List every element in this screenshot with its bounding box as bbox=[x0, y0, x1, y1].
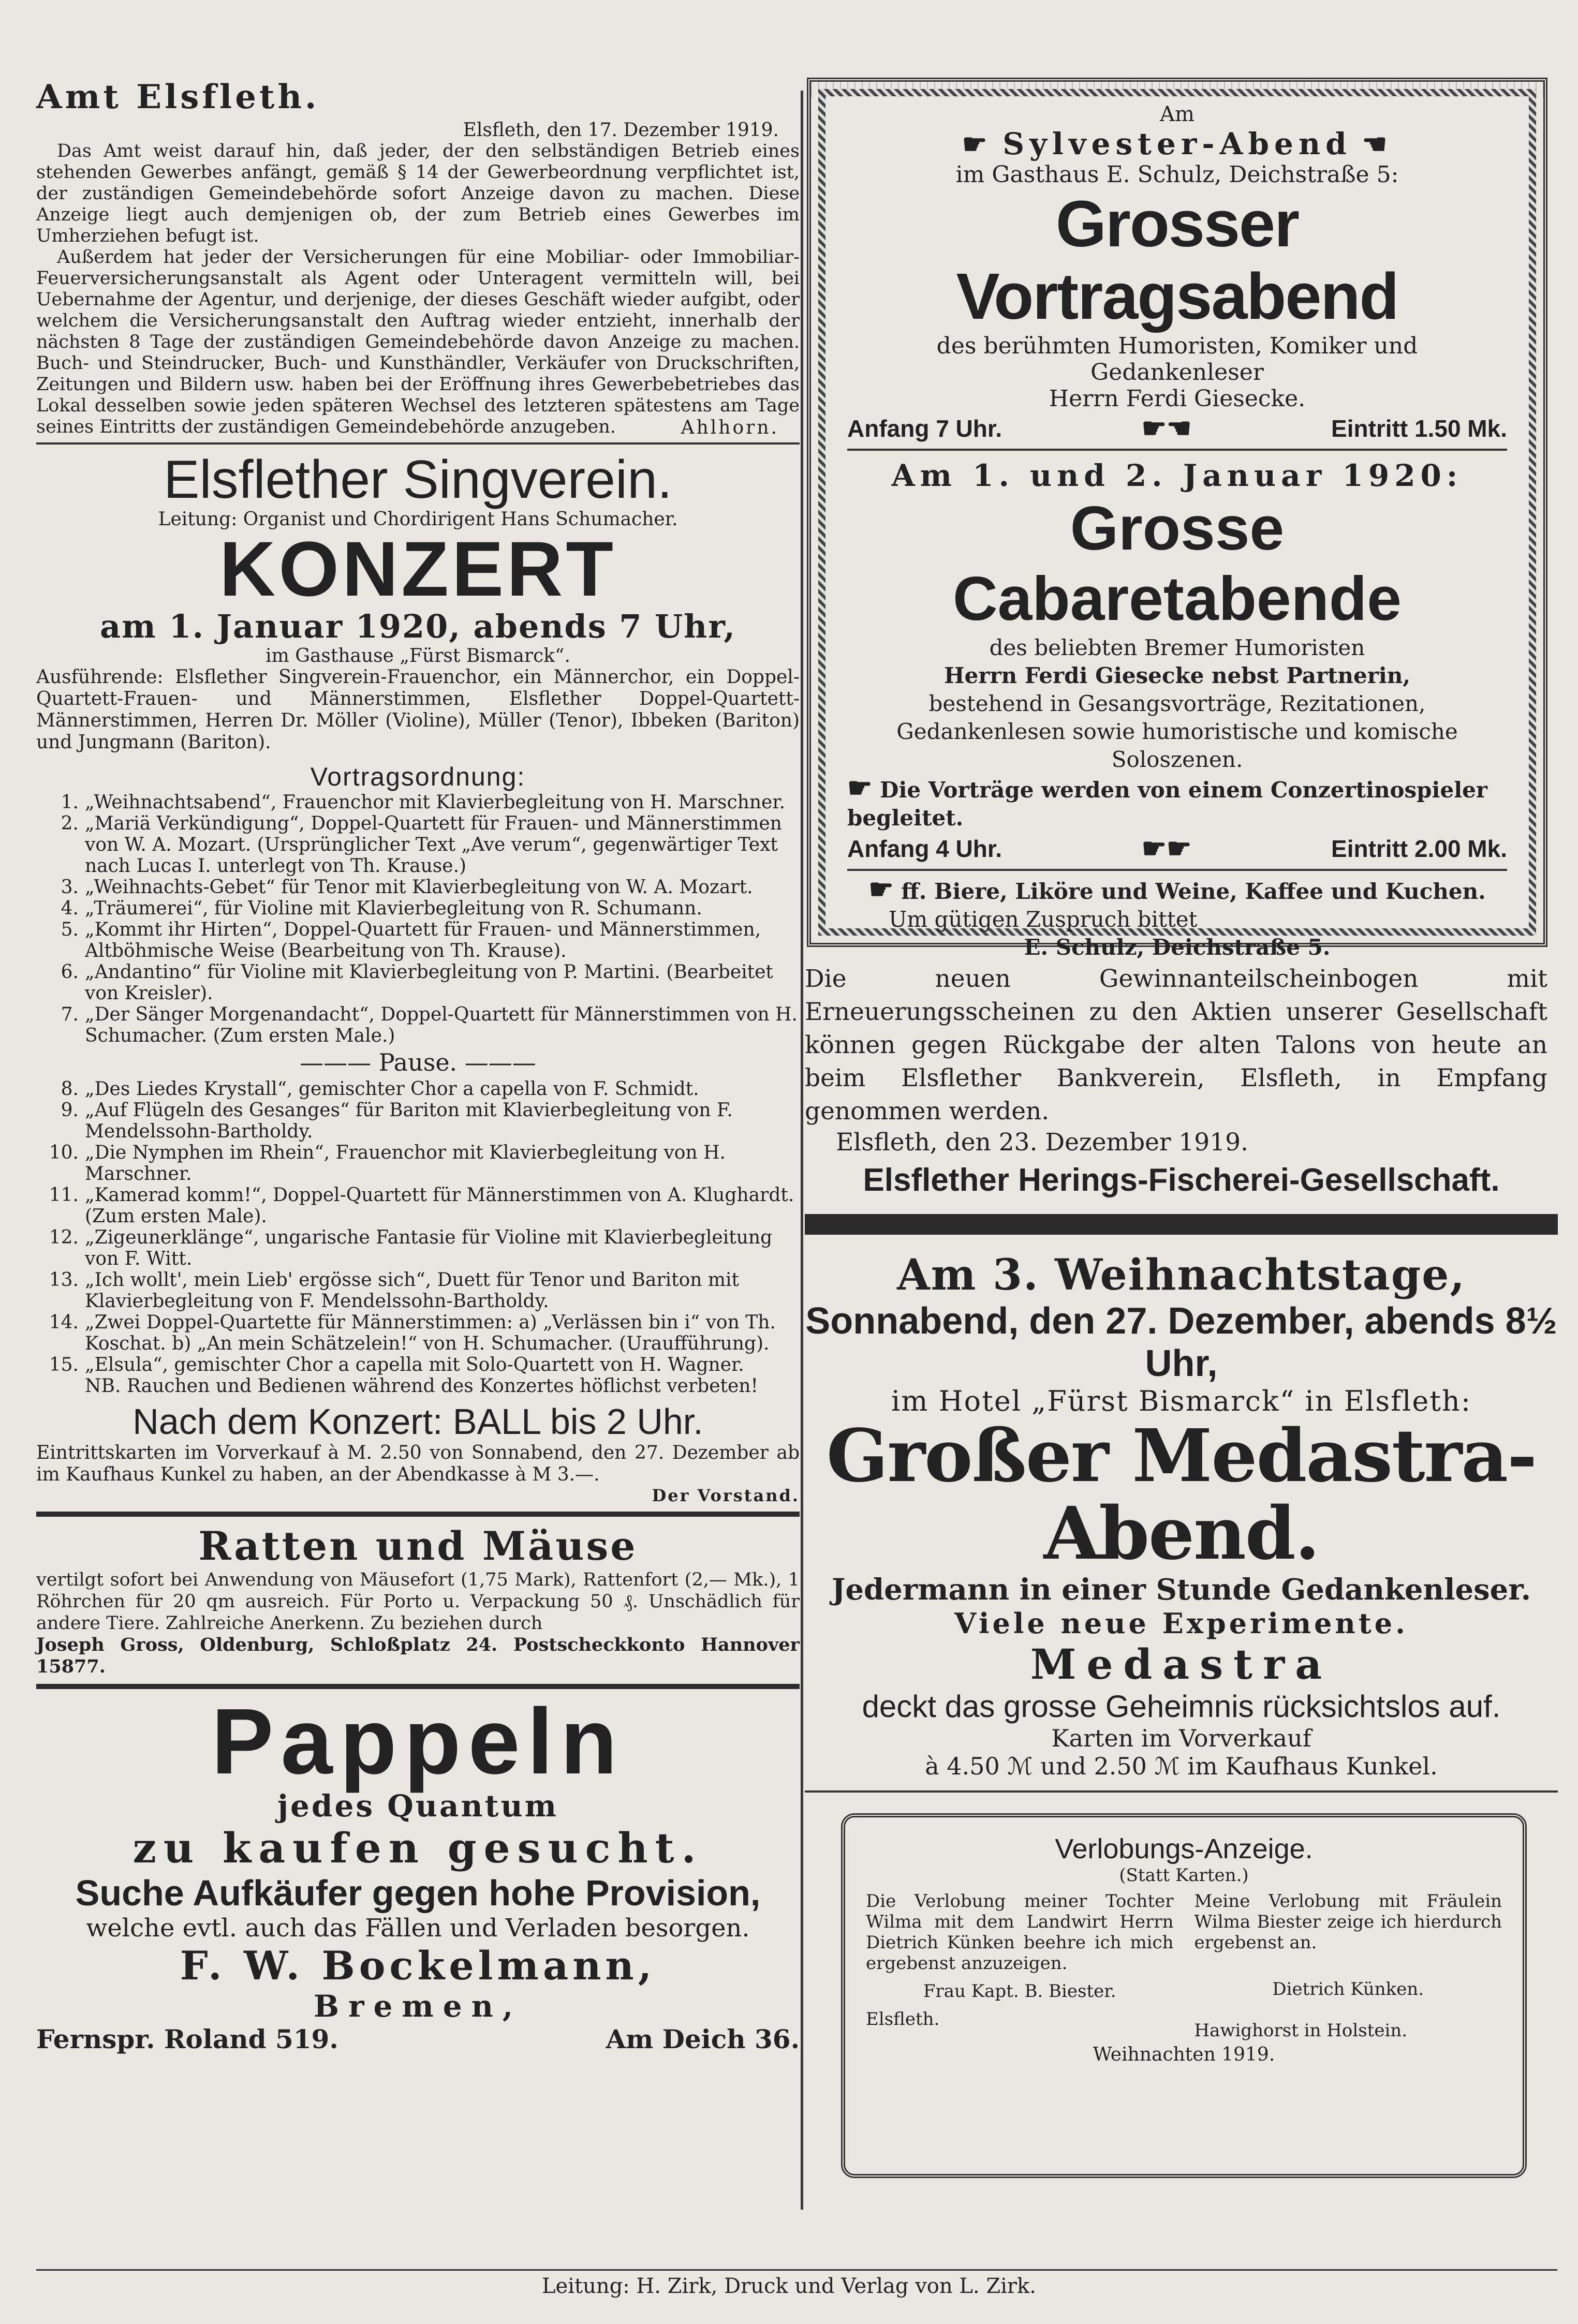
pointing-hands-icon: ☛☚ bbox=[1141, 413, 1192, 444]
program-item-text: „Kamerad komm!“, Doppel-Quartett für Männerstimmen von A. Klughardt. (Zum ersten Male). bbox=[85, 1185, 794, 1227]
ad-headline: Grosser Vortragsabend bbox=[956, 187, 1398, 333]
ad-line: Am 1. und 2. Januar 1920: bbox=[891, 458, 1463, 493]
program-heading: Vortragsordnung: bbox=[310, 762, 526, 791]
ad-start: Anfang 7 Uhr. bbox=[847, 415, 1002, 442]
announcement-signature: Frau Kapt. B. Biester. bbox=[923, 1981, 1116, 2002]
ad-title: Sylvester-Abend bbox=[1002, 126, 1352, 161]
ad-line: Am 3. Weihnachtstage, bbox=[897, 1250, 1466, 1300]
program-item bbox=[36, 813, 800, 877]
program-item-text: „Zigeunerklänge“, ungarische Fantasie für Violine mit Klavierbegleitung von F. Witt. bbox=[85, 1227, 773, 1269]
pappeln-ad bbox=[36, 1690, 800, 2054]
program-list bbox=[36, 792, 800, 1046]
ad-title-row bbox=[847, 126, 1507, 161]
ad-line: bestehend in Gesangsvorträge, Rezitationen, Gedankenlesen sowie humoristische und komische Soloszenen. bbox=[896, 691, 1458, 772]
footer-imprint: Leitung: H. Zirk, Druck und Verlag von L. Zirk. bbox=[541, 2274, 1037, 2298]
program-pause: ——— Pause. ——— bbox=[300, 1048, 536, 1076]
ad-headline: Grosse Cabaretabende bbox=[953, 494, 1402, 633]
program-item-number: 11. bbox=[49, 1185, 79, 1206]
divider bbox=[847, 449, 1507, 451]
ad-line: Medastra bbox=[1030, 1640, 1333, 1689]
program-item bbox=[36, 1185, 800, 1227]
program-item bbox=[36, 961, 800, 1004]
announcement-signature: Dietrich Künken. bbox=[1272, 1979, 1424, 2000]
ad-body: vertilgt sofort bei Anwendung von Mäusefort (1,75 Mark), Rattenfort (2,— Mk.), 1 Röhrchen für 20 qm ausreich. Für Porto u. Verpackung 50 ₰. Unschädlich für andere Tiere. Zahlreiche Anerkenn. Zu beziehen durch bbox=[36, 1570, 800, 1634]
program-item-text: „Die Nymphen im Rhein“, Frauenchor mit Klavierbegleitung von H. Marschner. bbox=[85, 1142, 726, 1185]
column-divider bbox=[801, 91, 803, 2210]
announcement-place: Elsfleth. bbox=[866, 2009, 940, 2030]
footer-divider bbox=[36, 2269, 1557, 2271]
program-item-number: 14. bbox=[49, 1312, 79, 1333]
ad-line: welche evtl. auch das Fällen und Verladen besorgen. bbox=[86, 1914, 750, 1943]
divider bbox=[805, 1214, 1558, 1235]
ad-line: deckt das grosse Geheimnis rücksichtslos auf. bbox=[862, 1689, 1501, 1724]
ad-line: zu kaufen gesucht. bbox=[132, 1824, 703, 1872]
ad-title: Ratten und Mäuse bbox=[198, 1523, 638, 1569]
pointing-hand-icon: ☚ bbox=[1362, 127, 1393, 160]
gewinn-notice: Die neuen Gewinnanteilscheinbogen mit Erneuerungsscheinen zu den Aktien unserer Gesellschaft können gegen Rückgabe der alten Talons von heute an beim Elsflether Bankverein, Elsfleth, in Empfang genommen werden. bbox=[805, 965, 1547, 1126]
divider bbox=[847, 869, 1507, 871]
program-item-number: 8. bbox=[61, 1078, 79, 1100]
ad-line: des beliebten Bremer Humoristen bbox=[989, 635, 1365, 660]
program-item bbox=[36, 1269, 800, 1312]
ad-line: jedes Quantum bbox=[277, 1788, 558, 1824]
notice-paragraph: Das Amt weist darauf hin, daß jeder, der den selbständigen Betrieb eines stehenden Gewerbes anfängt, gemäß § 14 der Gewerbeordnung verpflichtet ist, der zuständigen Gemeindebehörde sofort Anzeige davon zu machen. Diese Anzeige liegt auch demjenigen ob, der zum Betrieb eines Gewerbes im Umherziehen befugt ist. bbox=[36, 141, 800, 246]
program-item-text: „Weihnachtsabend“, Frauenchor mit Klavierbegleitung von H. Marschner. bbox=[85, 792, 786, 813]
ad-line: à 4.50 ℳ und 2.50 ℳ im Kaufhaus Kunkel. bbox=[925, 1752, 1438, 1780]
program-item bbox=[36, 1227, 800, 1269]
ad-time-row bbox=[847, 832, 1507, 865]
program-item bbox=[36, 1142, 800, 1185]
notice-title: Amt Elsfleth. bbox=[36, 78, 320, 116]
divider bbox=[805, 1790, 1558, 1793]
program-item-number: 6. bbox=[61, 961, 79, 983]
ad-line: Herrn Ferdi Giesecke. bbox=[1049, 386, 1306, 412]
ad-line: Um gütigen Zuspruch bittet bbox=[889, 907, 1198, 932]
ad-line-text: ff. Biere, Liköre und Weine, Kaffee und Kuchen. bbox=[901, 879, 1486, 904]
ad-line: Jedermann in einer Stunde Gedankenleser. bbox=[831, 1573, 1531, 1607]
notice-paragraph: Außerdem hat jeder der Versicherungen für eine Mobiliar- oder Immobiliar-Feuerversicherungsanstalt als Agent oder Unteragent vermitteln will, bei Uebernahme der Agentur, und derjenige, der dieses Geschäft wieder aufgibt, oder welchem die Versicherungsanstalt den Auftrag wieder entzieht, innerhalb der nächsten 8 Tage der zuständigen Gemeindebehörde davon Anzeige zu machen. Buch- und Steindrucker, Buch- und Kunsthändler, Verkäufer von Druckschriften, Zeitungen und Bildern usw. haben bei der Eröffnung ihres Gewerbebetriebes das Lokal desselben sowie jeden späteren Wechsel des letzteren spätestens am Tage seines Eintritts der zuständigen Gemeindebehörde anzugeben. bbox=[36, 247, 800, 437]
program-list bbox=[36, 1078, 800, 1375]
program-item bbox=[36, 1100, 800, 1142]
ad-subtitle: (Statt Karten.) bbox=[1119, 1865, 1249, 1886]
ad-line: des berühmten Humoristen, Komiker und Gedankenleser bbox=[936, 333, 1418, 386]
program-item bbox=[36, 1004, 800, 1046]
program-item-number: 10. bbox=[49, 1142, 79, 1163]
program-item-text: „Auf Flügeln des Gesanges“ für Bariton mit Klavierbegleitung von F. Mendelssohn-Bartholdy. bbox=[85, 1100, 733, 1142]
announcement-columns bbox=[866, 1891, 1502, 2041]
announcement-place: Hawighorst in Holstein. bbox=[1194, 2020, 1408, 2041]
ad-signature: E. Schulz, Deichstraße 5. bbox=[1024, 935, 1331, 960]
program-item-number: 4. bbox=[61, 898, 79, 919]
ratten-ad bbox=[36, 1523, 800, 1678]
program-item-text: „Träumerei“, für Violine mit Klavierbegleitung von R. Schumann. bbox=[85, 898, 702, 919]
ad-street: Am Deich 36. bbox=[606, 2024, 800, 2054]
ad-line bbox=[847, 771, 1507, 832]
ad-time-row bbox=[847, 412, 1507, 445]
left-column bbox=[36, 78, 800, 2054]
ad-tickets: Eintrittskarten im Vorverkauf à M. 2.50 von Sonnabend, den 27. Dezember ab im Kaufhaus Kunkel zu haben, an der Abendkasse à M 3.—. bbox=[36, 1442, 800, 1485]
announcement-left bbox=[866, 1891, 1174, 2041]
program-item bbox=[36, 898, 800, 919]
ad-line: Am bbox=[1160, 102, 1194, 126]
ad-line: im Hotel „Fürst Bismarck“ in Elsfleth: bbox=[891, 1385, 1472, 1417]
ad-line-text: Die Vorträge werden von einem Conzertinospieler begleitet. bbox=[847, 777, 1487, 831]
program-item bbox=[36, 1312, 800, 1354]
program-item-number: 9. bbox=[61, 1100, 79, 1121]
right-column bbox=[805, 78, 1558, 2178]
medastra-ad bbox=[805, 1250, 1558, 1780]
program-item-text: „Elsula“, gemischter Chor a capella mit Solo-Quartett von H. Wagner. bbox=[85, 1354, 744, 1375]
ad-leitung: Leitung: Organist und Chordirigent Hans Schumacher. bbox=[158, 509, 678, 530]
divider bbox=[36, 1512, 800, 1517]
ad-headline: Großer Medastra-Abend. bbox=[826, 1414, 1537, 1576]
pointing-hands-icon: ☛☛ bbox=[1141, 833, 1192, 864]
notice-date: Elsfleth, den 17. Dezember 1919. bbox=[463, 120, 779, 141]
pause-label: Pause. bbox=[378, 1048, 458, 1076]
pointing-hand-icon: ☛ bbox=[847, 771, 873, 804]
program-item bbox=[36, 919, 800, 961]
program-item-number: 3. bbox=[61, 877, 79, 898]
ad-city: Bremen, bbox=[313, 1989, 523, 2024]
program-item-number: 5. bbox=[61, 919, 79, 940]
ad-line: Suche Aufkäufer gegen hohe Provision, bbox=[75, 1873, 761, 1913]
program-item-text: „Weihnachts-Gebet“ für Tenor mit Klavierbegleitung von W. A. Mozart. bbox=[85, 877, 753, 898]
program-item-text: „Zwei Doppel-Quartette für Männerstimmen: a) „Verlässen bin i“ von Th. Koschat. b) „An mein Schätzelein!“ von H. Schumacher. (Uraufführung). bbox=[85, 1312, 776, 1354]
divider bbox=[36, 1684, 800, 1689]
ad-start: Anfang 4 Uhr. bbox=[847, 835, 1002, 862]
divider bbox=[36, 442, 800, 445]
program-item bbox=[36, 877, 800, 898]
ad-venue: im Gasthaus E. Schulz, Deichstraße 5: bbox=[955, 161, 1399, 188]
ad-line bbox=[847, 872, 1507, 906]
notice-signature: Elsflether Herings-Fischerei-Gesellschaft. bbox=[863, 1162, 1500, 1198]
program-item-number: 2. bbox=[61, 813, 79, 834]
ad-date: am 1. Januar 1920, abends 7 Uhr, bbox=[100, 608, 736, 645]
pointing-hand-icon: ☛ bbox=[868, 872, 894, 906]
ad-title: Pappeln bbox=[211, 1690, 625, 1794]
program-item-text: „Andantino“ für Violine mit Klavierbegleitung von P. Martini. (Bearbeitet von Kreisler). bbox=[85, 961, 773, 1004]
announcement-date: Weihnachten 1919. bbox=[1093, 2044, 1275, 2065]
program-item-text: „Des Liedes Krystall“, gemischter Chor a capella von F. Schmidt. bbox=[85, 1078, 699, 1100]
sylvester-ad-frame bbox=[807, 78, 1547, 960]
program-item-text: „Kommt ihr Hirten“, Doppel-Quartett für Frauen- und Männerstimmen, Altböhmische Weise (Bearbeitung von Th. Krause). bbox=[85, 919, 761, 961]
ad-konzert-heading: KONZERT bbox=[219, 525, 616, 612]
ad-line: Herrn Ferdi Giesecke nebst Partnerin, bbox=[943, 663, 1411, 688]
program-item-text: „Ich wollt', mein Lieb' ergösse sich“, Duett für Tenor und Bariton mit Klavierbegleitung von F. Mendelssohn-Bartholdy. bbox=[85, 1269, 739, 1312]
ad-price: Eintritt 1.50 Mk. bbox=[1331, 415, 1507, 442]
ad-firm: F. W. Bockelmann, bbox=[180, 1943, 656, 1989]
program-item-number: 1. bbox=[61, 792, 79, 813]
ad-performers: Ausführende: Elsflether Singverein-Frauenchor, ein Männerchor, ein Doppel-Quartett-Frauen- und Männerstimmen, Elsflether Doppel-Quartett-Männerstimmen, Herren Dr. Möller (Violine), Müller (Tenor), Ibbeken (Bariton) und Jungmann (Bariton). bbox=[36, 667, 800, 753]
ad-line: Sonnabend, den 27. Dezember, abends 8½ Uhr, bbox=[805, 1300, 1557, 1384]
program-item bbox=[36, 1078, 800, 1100]
ad-venue: im Gasthause „Fürst Bismarck“. bbox=[266, 645, 570, 667]
program-item-number: 13. bbox=[49, 1269, 79, 1291]
program-item-number: 7. bbox=[61, 1004, 79, 1025]
program-note: NB. Rauchen und Bedienen während des Konzertes höflichst verbeten! bbox=[85, 1375, 758, 1397]
ad-title: Verlobungs-Anzeige. bbox=[1055, 1833, 1313, 1864]
ad-line: Karten im Vorverkauf bbox=[1051, 1724, 1311, 1752]
program-item-text: „Der Sänger Morgenandacht“, Doppel-Quartett für Männerstimmen von H. Schumacher. (Zum ersten Male.) bbox=[85, 1004, 798, 1046]
ad-contact-row bbox=[36, 2024, 800, 2054]
ad-line: Viele neue Experimente. bbox=[954, 1607, 1408, 1640]
program-item-text: „Mariä Verkündigung“, Doppel-Quartett für Frauen- und Männerstimmen von W. A. Mozart. (Ursprünglicher Text „Ave verum“, gegenwärtiger Text nach Lucas I. unterlegt von Th. Krause.) bbox=[85, 813, 782, 877]
announcement-right bbox=[1194, 1891, 1502, 2041]
notice-date: Elsfleth, den 23. Dezember 1919. bbox=[836, 1128, 1248, 1157]
program-item bbox=[36, 1354, 800, 1375]
singverein-ad bbox=[36, 451, 800, 1505]
program-item-number: 15. bbox=[49, 1354, 79, 1375]
ad-price: Eintritt 2.00 Mk. bbox=[1331, 835, 1507, 862]
ad-title: Elsflether Singverein. bbox=[164, 450, 672, 510]
notice-signature: Ahlhorn. bbox=[681, 417, 779, 438]
program-item-number: 12. bbox=[49, 1227, 79, 1248]
ad-address: Joseph Gross, Oldenburg, Schloßplatz 24. Postscheckkonto Hannover 15877. bbox=[36, 1634, 800, 1677]
pointing-hand-icon: ☛ bbox=[962, 127, 993, 160]
ad-signature: Der Vorstand. bbox=[652, 1486, 800, 1505]
announcement-text: Meine Verlobung mit Fräulein Wilma Biester zeige ich hierdurch ergebenst an. bbox=[1194, 1891, 1502, 1953]
ad-ball: Nach dem Konzert: BALL bis 2 Uhr. bbox=[132, 1401, 703, 1442]
verlobung-ad bbox=[841, 1813, 1527, 2178]
announcement-text: Die Verlobung meiner Tochter Wilma mit dem Landwirt Herrn Dietrich Künken beehre ich mich ergebenst anzuzeigen. bbox=[866, 1891, 1174, 1974]
amt-elsfleth-notice bbox=[36, 78, 800, 438]
program-item bbox=[36, 792, 800, 813]
ad-phone: Fernspr. Roland 519. bbox=[36, 2024, 338, 2054]
